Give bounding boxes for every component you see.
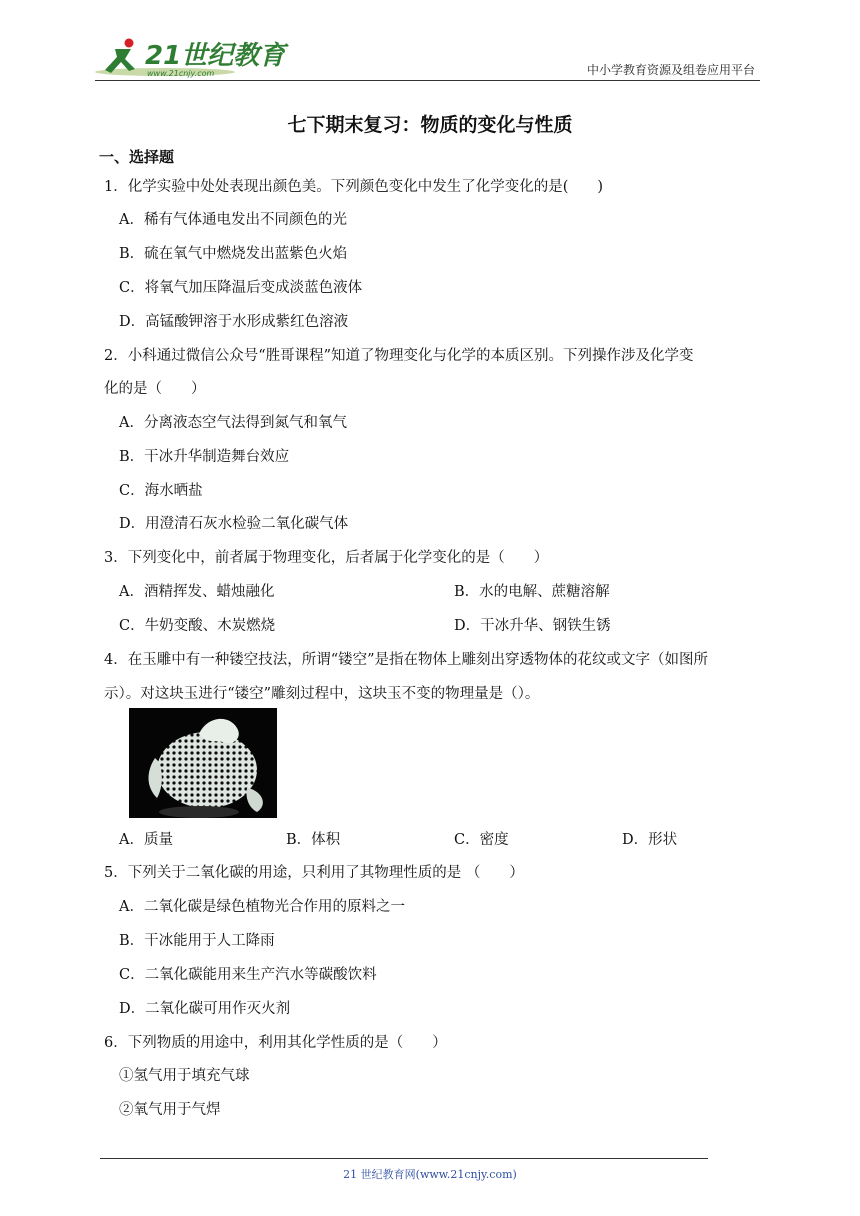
question-3-stem: 3．下列变化中，前者属于物理变化，后者属于化学变化的是（ ） bbox=[104, 550, 549, 566]
jade-carving-image bbox=[129, 708, 277, 818]
question-5-option-d: D．二氧化碳可用作灭火剂 bbox=[119, 1001, 291, 1017]
question-5-stem: 5．下列关于二氧化碳的用途，只利用了其物理性质的是 （ ） bbox=[104, 865, 524, 881]
site-name: 中小学教育资源及组卷应用平台 bbox=[586, 63, 755, 77]
question-2-option-b: B．干冰升华制造舞台效应 bbox=[119, 449, 290, 465]
question-2-stem-line2: 化的是（ ） bbox=[104, 381, 206, 397]
question-2-option-d: D．用澄清石灰水检验二氧化碳气体 bbox=[119, 516, 349, 532]
logo-wordmark: 21世纪教育 bbox=[145, 41, 286, 71]
question-1-stem: 1．化学实验中处处表现出颜色美。下列颜色变化中发生了化学变化的是( ) bbox=[104, 179, 604, 195]
question-6-item-2: ②氧气用于气焊 bbox=[119, 1102, 221, 1118]
question-4-stem-line2: 示）。对这块玉进行“镂空”雕刻过程中，这块玉不变的物理量是（）。 bbox=[104, 686, 540, 702]
section-heading: 一、选择题 bbox=[99, 148, 175, 166]
question-2-option-a: A．分离液态空气法得到氮气和氧气 bbox=[119, 415, 347, 431]
question-5-option-b: B．干冰能用于人工降雨 bbox=[119, 933, 275, 949]
question-6-item-1: ①氢气用于填充气球 bbox=[119, 1068, 250, 1084]
question-2-option-c: C．海水晒盐 bbox=[119, 483, 203, 499]
footer-link[interactable]: 21 世纪教育网(www.21cnjy.com) bbox=[343, 1168, 517, 1181]
question-4-stem-line1: 4．在玉雕中有一种镂空技法，所谓“镂空”是指在物体上雕刻出穿透物体的花纹或文字（如图所 bbox=[104, 652, 709, 668]
question-5-option-a: A．二氧化碳是绿色植物光合作用的原料之一 bbox=[119, 899, 405, 915]
header-divider bbox=[95, 80, 760, 81]
question-4-option-a: A．质量 bbox=[119, 832, 173, 848]
question-1-option-b: B．硫在氧气中燃烧发出蓝紫色火焰 bbox=[119, 246, 348, 262]
question-2-stem-line1: 2．小科通过微信公众号“胜哥课程”知道了物理变化与化学的本质区别。下列操作涉及化学变 bbox=[104, 348, 694, 364]
question-4-option-b: B．体积 bbox=[286, 832, 341, 848]
logo-url: www.21cnjy.com bbox=[147, 69, 215, 78]
question-1-option-c: C．将氧气加压降温后变成淡蓝色液体 bbox=[119, 280, 363, 296]
question-3-option-c: C．牛奶变酸、木炭燃烧 bbox=[119, 618, 276, 634]
question-5-option-c: C．二氧化碳能用来生产汽水等碳酸饮料 bbox=[119, 967, 377, 983]
page-title: 七下期末复习：物质的变化与性质 bbox=[287, 114, 573, 136]
question-3-option-a: A．酒精挥发、蜡烛融化 bbox=[119, 584, 275, 600]
footer-divider bbox=[100, 1158, 708, 1159]
question-3-option-d: D．干冰升华、钢铁生锈 bbox=[454, 618, 611, 634]
question-3-option-b: B．水的电解、蔗糖溶解 bbox=[454, 584, 610, 600]
question-4-option-d: D．形状 bbox=[622, 832, 678, 848]
question-4-option-c: C．密度 bbox=[454, 832, 509, 848]
question-6-stem: 6．下列物质的用途中，利用其化学性质的是（ ） bbox=[104, 1035, 447, 1051]
site-logo bbox=[95, 35, 286, 80]
question-1-option-d: D．高锰酸钾溶于水形成紫红色溶液 bbox=[119, 314, 349, 330]
question-1-option-a: A．稀有气体通电发出不同颜色的光 bbox=[119, 212, 347, 228]
